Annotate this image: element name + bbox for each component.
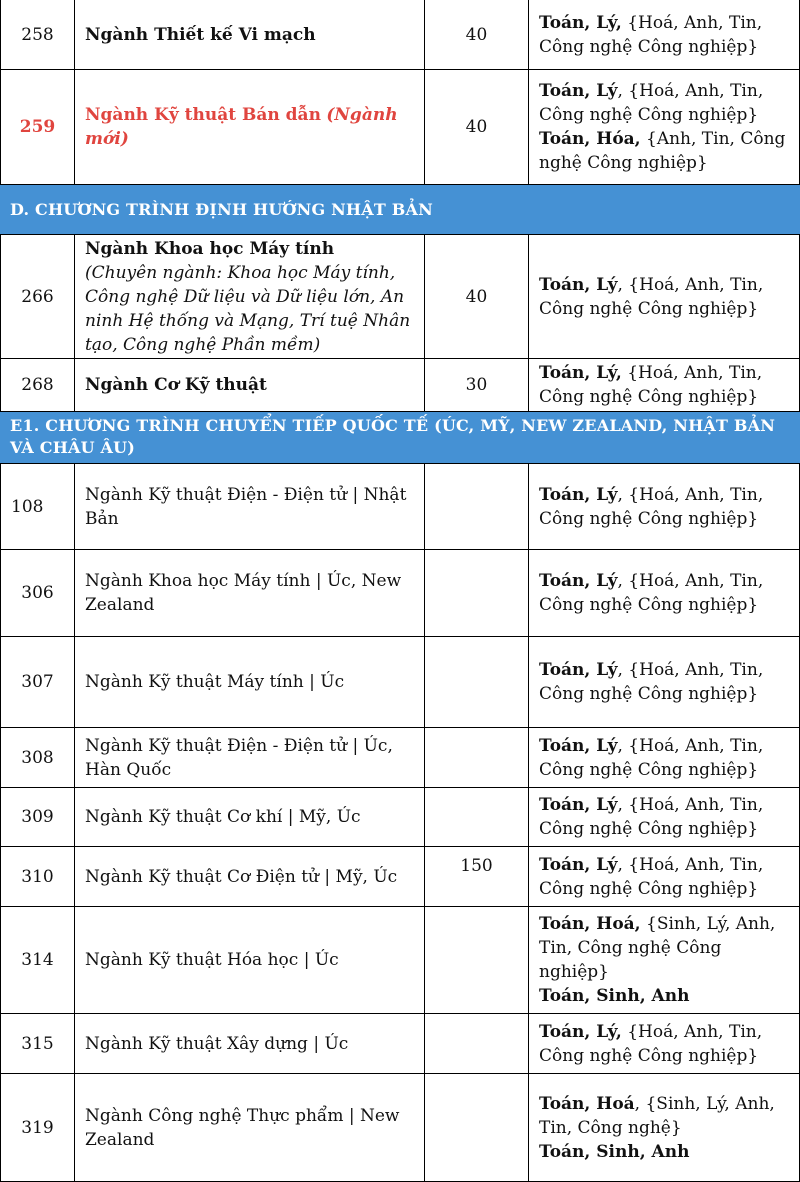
specialization-line: ninh Hệ thống và Mạng, Trí tuệ Nhân bbox=[85, 310, 411, 331]
program-code: 319 bbox=[21, 1117, 54, 1138]
subject-core-alt: Toán, Hóa, bbox=[539, 129, 641, 149]
subject-options: , {Sinh, Lý, Anh, bbox=[634, 1093, 775, 1114]
subject-options: {Hoá, Anh, Tin, bbox=[628, 795, 764, 815]
program-code: 309 bbox=[21, 807, 54, 827]
subject-core: Toán, Lý, bbox=[539, 1021, 622, 1042]
subject-core: Toán, Lý bbox=[539, 274, 618, 295]
subject-combination: Toán, Lý, {Hoá, Anh, Tin, Công nghệ Công nghiệp} bbox=[529, 464, 800, 549]
program-code: 259 bbox=[19, 117, 56, 137]
program-name bbox=[75, 464, 424, 549]
subject-core: Toán, Lý bbox=[539, 81, 618, 101]
program-name-line: Ngành Công nghệ Thực phẩm | New bbox=[85, 1105, 400, 1126]
subject-options-cont: Công nghệ Công nghiệp} bbox=[539, 508, 759, 529]
program-name: Ngành Kỹ thuật Cơ khí | Mỹ, Úc bbox=[85, 807, 361, 827]
subject-options: {Hoá, Anh, Tin, bbox=[627, 363, 763, 383]
program-name: Ngành Kỹ thuật Cơ Điện tử | Mỹ, Úc bbox=[85, 866, 398, 887]
subject-options-cont: Công nghệ Công nghiệp} bbox=[539, 387, 759, 407]
subject-combination: Toán, Lý, {Hoá, Anh, Tin, Công nghệ Công nghiệp} bbox=[529, 235, 800, 358]
program-name bbox=[75, 1074, 424, 1181]
subject-options-cont: Tin, Công nghệ Công bbox=[539, 938, 722, 958]
subject-options-alt: {Anh, Tin, Công bbox=[646, 129, 786, 149]
program-name: Ngành Thiết kế Vi mạch bbox=[85, 24, 316, 45]
new-program-note: (Ngành mới) bbox=[85, 105, 398, 149]
program-code: 108 bbox=[11, 496, 44, 517]
specialization-line: (Chuyên ngành: Khoa học Máy tính, bbox=[85, 262, 396, 283]
subject-options-cont: Công nghệ Công nghiệp} bbox=[539, 105, 759, 125]
subject-core: Toán, Lý, bbox=[539, 363, 622, 383]
program-name: Ngành Kỹ thuật Máy tính | Úc bbox=[85, 672, 345, 692]
program-name bbox=[75, 70, 424, 184]
subject-options: {Hoá, Anh, Tin, bbox=[628, 81, 764, 101]
program-code: 306 bbox=[21, 583, 54, 603]
subject-core: Toán, Hoá bbox=[539, 1093, 635, 1114]
program-quota-shared: 150 bbox=[460, 855, 493, 876]
subject-core: Toán, Lý bbox=[539, 484, 618, 505]
subject-combination bbox=[529, 0, 800, 69]
section-band-e1 bbox=[0, 412, 800, 463]
subject-options: {Hoá, Anh, Tin, bbox=[628, 571, 764, 591]
subject-combination bbox=[529, 359, 800, 411]
program-name-line: Hàn Quốc bbox=[85, 759, 172, 780]
program-name bbox=[75, 550, 424, 636]
subject-core: Toán, Lý, bbox=[539, 12, 622, 33]
specialization-line: Công nghệ Dữ liệu và Dữ liệu lớn, An bbox=[85, 286, 405, 307]
program-name-text: Ngành Kỹ thuật Bán dẫn bbox=[85, 105, 321, 125]
section-band-d bbox=[0, 185, 800, 234]
subject-combination bbox=[529, 1014, 800, 1073]
subject-options: {Sinh, Lý, Anh, bbox=[646, 914, 776, 934]
subject-core: Toán, Lý bbox=[539, 571, 618, 591]
subject-combination: Toán, Lý, {Hoá, Anh, Tin, Công nghệ Công nghiệp} bbox=[529, 550, 800, 636]
subject-options-alt-cont: nghệ Công nghiệp} bbox=[539, 153, 708, 173]
section-title-e1-line1: E1. CHƯƠNG TRÌNH CHUYỂN TIẾP QUỐC TẾ (ÚC, MỸ, NEW ZEALAND, NHẬT BẢN bbox=[10, 416, 776, 435]
subject-options-cont: Công nghệ Công nghiệp} bbox=[539, 595, 759, 615]
subject-combination bbox=[529, 1074, 800, 1181]
subject-combination: Toán, Lý, {Hoá, Anh, Tin, Công nghệ Công nghiệp} Toán, Hóa, {Anh, Tin, Công nghệ Công nghiệp} bbox=[529, 70, 800, 184]
program-name-line: Ngành Kỹ thuật Điện - Điện tử | Úc, bbox=[85, 735, 393, 756]
program-code: 307 bbox=[21, 672, 54, 692]
subject-options-cont: Công nghệ Công nghiệp} bbox=[539, 878, 759, 899]
subject-options: {Hoá, Anh, Tin, bbox=[628, 735, 764, 756]
program-name-line: Zealand bbox=[85, 595, 155, 615]
section-title-e1 bbox=[10, 415, 780, 459]
subject-combination: Toán, Lý, {Hoá, Anh, Tin, Công nghệ Công nghiệp} bbox=[529, 788, 800, 846]
subject-combination: Toán, Lý, {Hoá, Anh, Tin, Công nghệ Công nghiệp} bbox=[529, 728, 800, 787]
subject-options-cont: Công nghệ Công nghiệp} bbox=[539, 819, 759, 839]
subject-core-alt: Toán, Sinh, Anh bbox=[539, 1141, 690, 1162]
subject-options-cont: nghiệp} bbox=[539, 962, 609, 982]
program-name-line: Bản bbox=[85, 508, 119, 529]
subject-options: {Hoá, Anh, Tin, bbox=[627, 12, 763, 33]
program-quota: 40 bbox=[465, 24, 488, 45]
subject-combination: Toán, Lý, {Hoá, Anh, Tin, Công nghệ Công nghiệp} bbox=[529, 847, 800, 906]
program-code: 266 bbox=[21, 286, 54, 307]
section-title-e1-line2: VÀ CHÂU ÂU) bbox=[10, 438, 136, 457]
program-name-line: Ngành Khoa học Máy tính | Úc, New bbox=[85, 571, 402, 591]
program-name: Ngành Cơ Kỹ thuật bbox=[85, 375, 267, 395]
program-code: 314 bbox=[21, 950, 54, 970]
subject-core: Toán, Lý bbox=[539, 795, 618, 815]
subject-options-cont: Công nghệ Công nghiệp} bbox=[539, 298, 759, 319]
subject-options: {Hoá, Anh, Tin, bbox=[628, 274, 764, 295]
subject-options-cont: Tin, Công nghệ} bbox=[539, 1117, 682, 1138]
subject-options: {Hoá, Anh, Tin, bbox=[628, 660, 764, 680]
program-name: Ngành Kỹ thuật Hóa học | Úc bbox=[85, 950, 339, 970]
program-name: Ngành Kỹ thuật Xây dựng | Úc bbox=[85, 1033, 349, 1054]
program-quota: 40 bbox=[465, 117, 488, 137]
subject-combination bbox=[529, 907, 800, 1013]
subject-core: Toán, Hoá, bbox=[539, 914, 641, 934]
subject-options-cont: Công nghệ Công nghiệp} bbox=[539, 36, 759, 57]
subject-options-cont: Công nghệ Công nghiệp} bbox=[539, 759, 759, 780]
program-quota: 40 bbox=[465, 286, 488, 307]
subject-options-cont: Công nghệ Công nghiệp} bbox=[539, 684, 759, 704]
specialization-line: tạo, Công nghệ Phần mềm) bbox=[85, 334, 321, 355]
program-code: 268 bbox=[21, 375, 54, 395]
subject-core: Toán, Lý bbox=[539, 854, 618, 875]
program-code: 310 bbox=[21, 866, 54, 887]
subject-core: Toán, Lý bbox=[539, 735, 618, 756]
program-name bbox=[75, 728, 424, 787]
program-name-line: Zealand bbox=[85, 1129, 155, 1150]
subject-core: Toán, Lý bbox=[539, 660, 618, 680]
subject-combination: Toán, Lý, {Hoá, Anh, Tin, Công nghệ Công nghiệp} bbox=[529, 637, 800, 727]
program-name bbox=[75, 235, 424, 358]
program-quota: 30 bbox=[465, 375, 488, 395]
program-code: 308 bbox=[21, 747, 54, 768]
subject-core-alt: Toán, Sinh, Anh bbox=[539, 986, 690, 1006]
section-title-d: D. CHƯƠNG TRÌNH ĐỊNH HƯỚNG NHẬT BẢN bbox=[10, 200, 433, 219]
program-code: 315 bbox=[21, 1033, 54, 1054]
subject-options: {Hoá, Anh, Tin, bbox=[628, 484, 764, 505]
subject-options: {Hoá, Anh, Tin, bbox=[627, 1021, 763, 1042]
program-name-line: Ngành Kỹ thuật Điện - Điện tử | Nhật bbox=[85, 484, 407, 505]
subject-options-cont: Công nghệ Công nghiệp} bbox=[539, 1045, 759, 1066]
program-name-text: Ngành Khoa học Máy tính bbox=[85, 238, 335, 259]
program-code: 258 bbox=[21, 24, 54, 45]
subject-options: {Hoá, Anh, Tin, bbox=[628, 854, 764, 875]
